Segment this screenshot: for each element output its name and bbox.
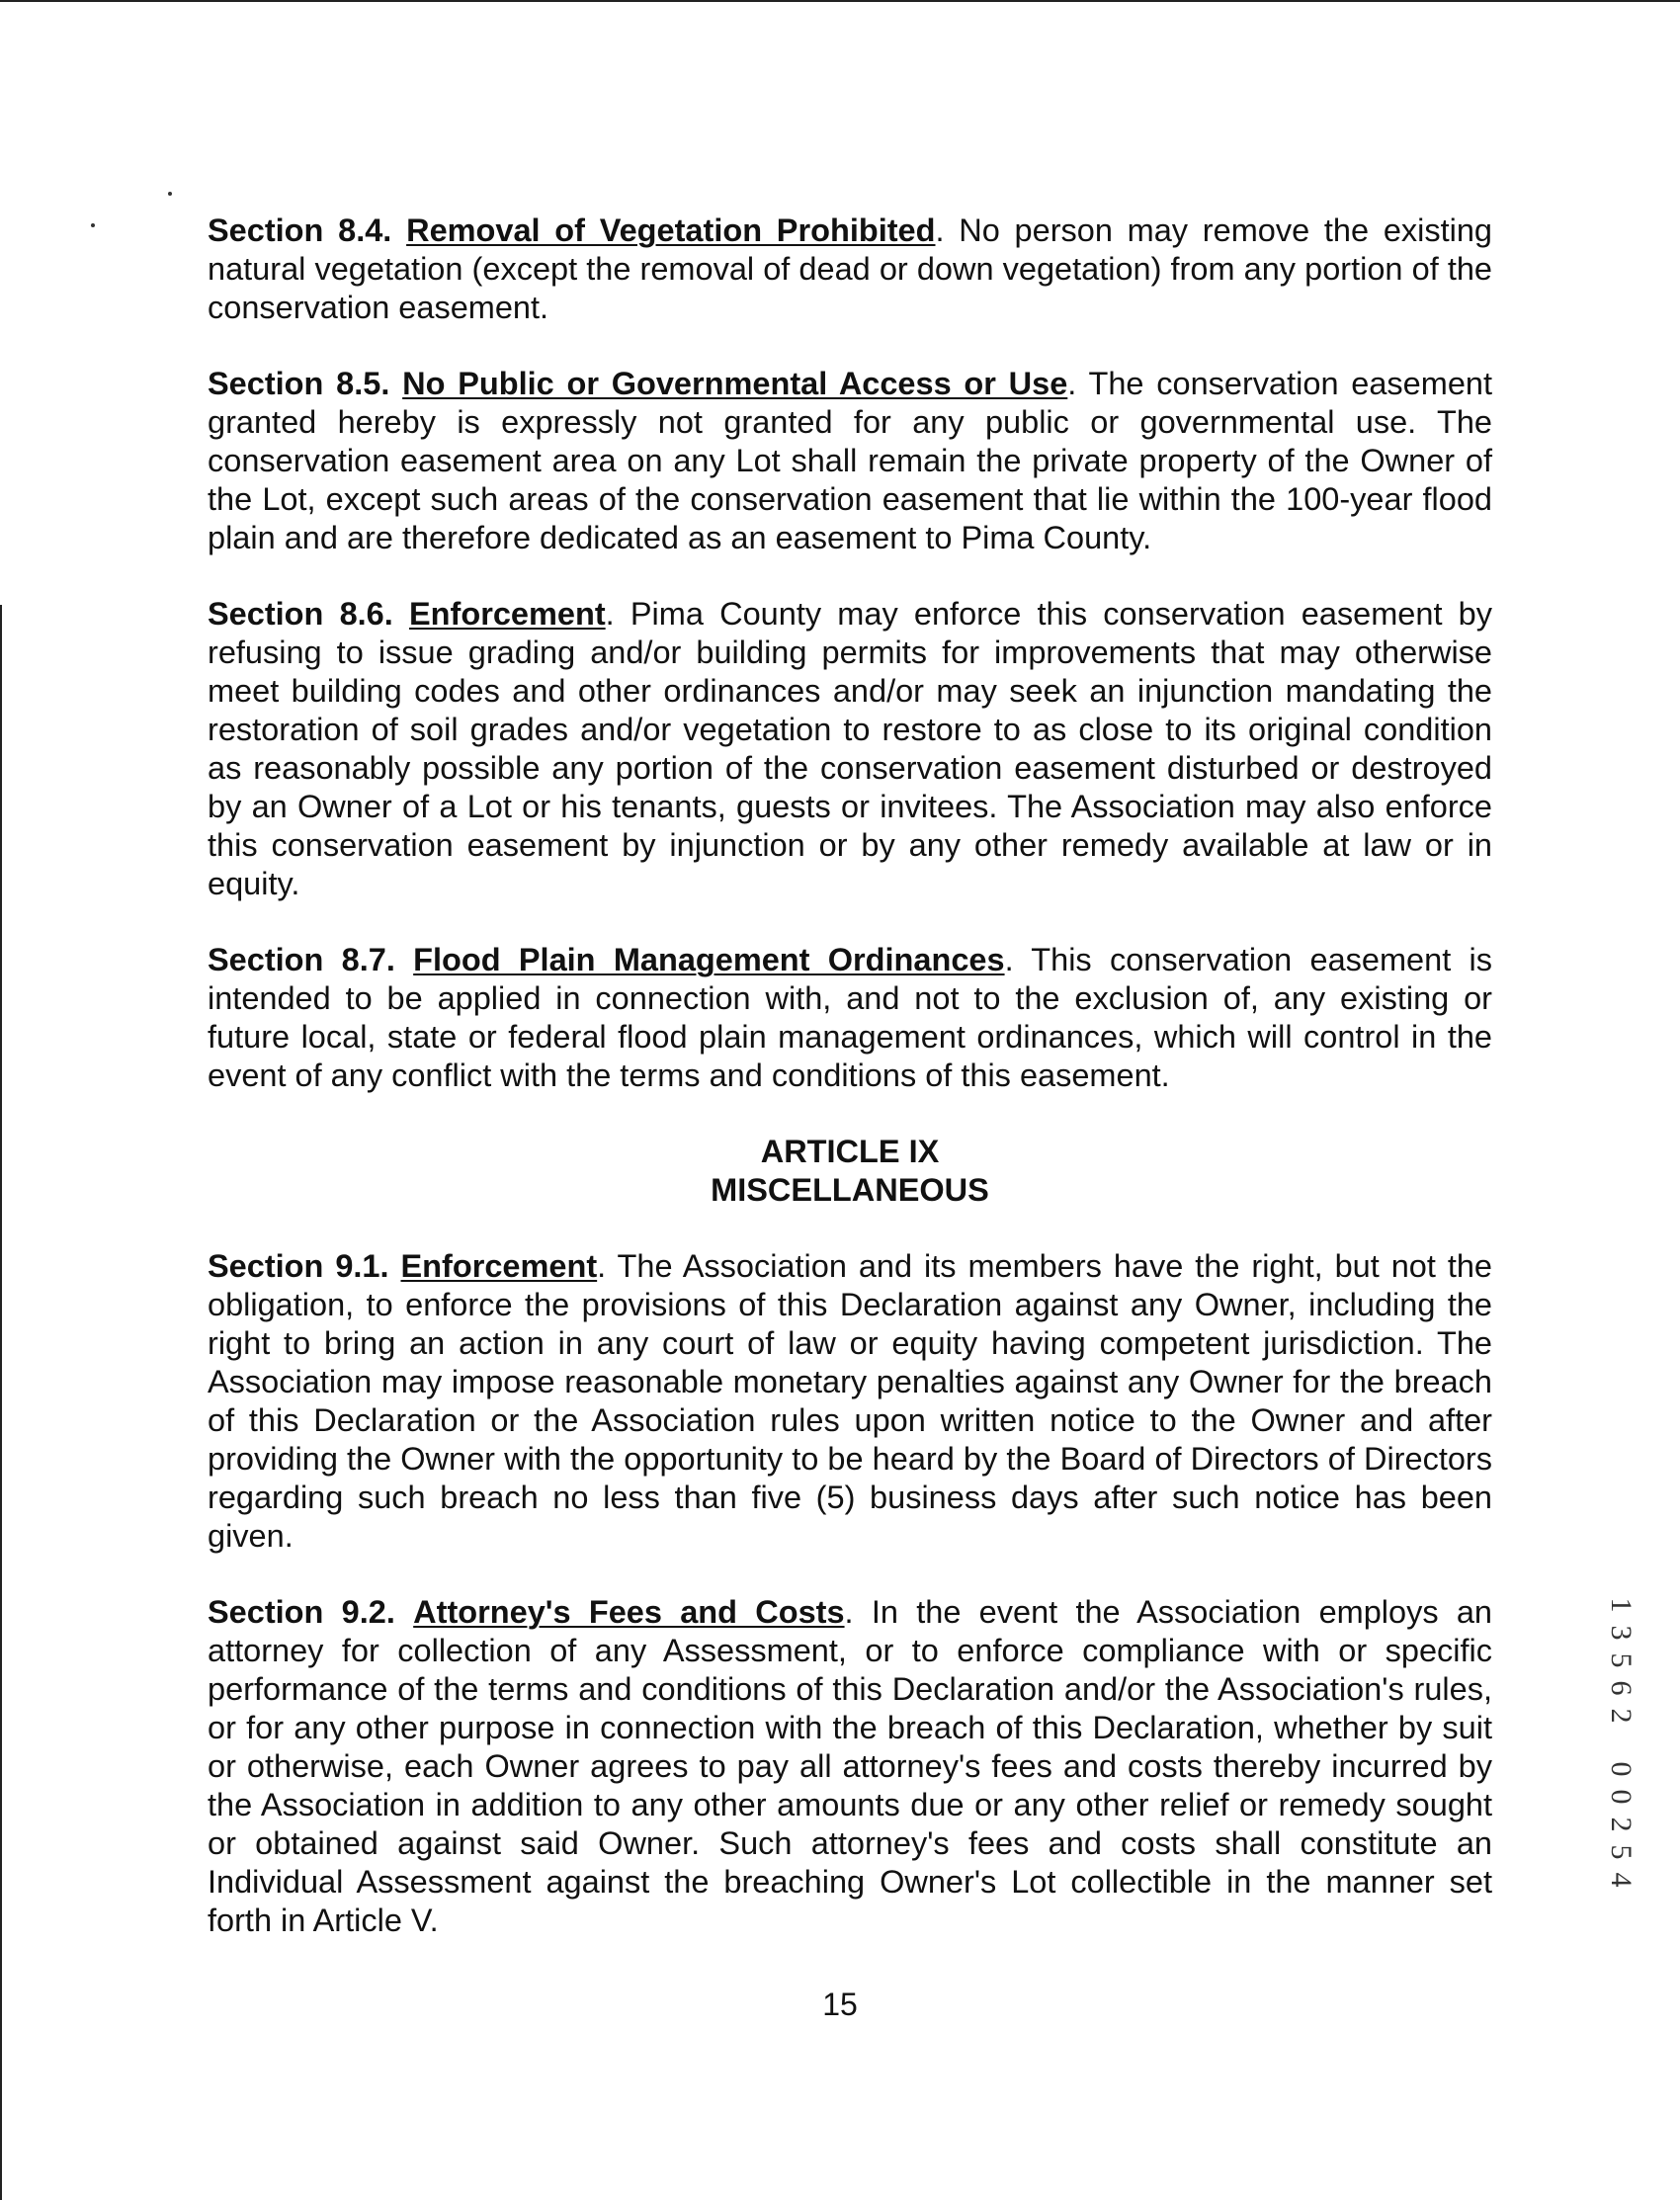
scan-border-top — [0, 0, 1680, 2]
scan-speck — [91, 223, 95, 227]
recording-id-digit: 5 — [1605, 1844, 1638, 1860]
recording-id-digit: 0 — [1605, 1789, 1638, 1805]
article-number: ARTICLE IX — [760, 1134, 940, 1169]
section-title: Enforcement — [400, 1248, 598, 1284]
section-title: Enforcement — [409, 596, 606, 632]
scan-border-left — [0, 605, 2, 2200]
section-number: Section 8.5. — [208, 366, 390, 401]
section-8-4 — [208, 212, 1492, 327]
section-text: . In the event the Association employs an attorney for collection of any Assessment, or to enforce compliance with or specific performance of the terms and conditions of this Declaration and/or the Association's rules, or for any other purpose in connection with the breach of this Declaration, whether by suit or otherwise, each Owner agrees to pay all attorney's fees and costs thereby incurred by the Association in addition to any other amounts due or any other relief or remedy sought or obtained against said Owner. Such attorney's fees and costs shall constitute an Individual Assessment against the breaching Owner's Lot collectible in the manner set forth in Article V. — [208, 1594, 1493, 1938]
recording-id-digit: 3 — [1605, 1625, 1638, 1641]
recording-id-digit: 0 — [1605, 1761, 1638, 1777]
recording-id-stamp — [1601, 1591, 1640, 1894]
section-text: . The Association and its members have the right, but not the obligation, to enforce the provisions of this Declaration against any Owner, including the right to bring an action in any court of law or equity having competent jurisdiction. The Association may impose reasonable monetary penalties against any Owner for the breach of this Declaration or the Association rules upon written notice to the Owner and after providing the Owner with the opportunity to be heard by the Board of Directors of Directors regarding such breach no less than five (5) business days after such notice has been given. — [208, 1248, 1493, 1554]
article-heading — [208, 1133, 1492, 1210]
section-title: Removal of Vegetation Prohibited — [406, 212, 936, 248]
section-9-1 — [208, 1247, 1492, 1556]
section-number: Section 8.7. — [208, 942, 395, 977]
section-title: Attorney's Fees and Costs — [413, 1594, 845, 1630]
scan-speck — [168, 192, 172, 196]
section-9-2 — [208, 1593, 1492, 1940]
page-number: 15 — [822, 1987, 858, 2022]
recording-id-digit: 4 — [1605, 1872, 1638, 1888]
article-title: MISCELLANEOUS — [711, 1172, 989, 1208]
recording-id-digit: 2 — [1605, 1817, 1638, 1832]
section-title: Flood Plain Management Ordinances — [413, 942, 1005, 977]
section-text: . This conservation easement is intended to be applied in connection with, and not to the exclusion of, any existing or future local, state or federal flood plain management ordinances, which will control in the event of any conflict with the terms and conditions of this easement. — [208, 942, 1492, 1093]
section-number: Section 9.2. — [208, 1594, 395, 1630]
section-text: . The conservation easement granted hereby is expressly not granted for any public or governmental use. The conservation easement area on any Lot shall remain the private property of the Owner of the Lot, except such areas of the conservation easement that lie within the 100-year flood plain and are therefore dedicated as an easement to Pima County. — [208, 366, 1493, 555]
section-number: Section 8.6. — [208, 596, 393, 632]
recording-id-digit: 1 — [1605, 1597, 1638, 1613]
section-8-7 — [208, 941, 1492, 1095]
section-8-5 — [208, 365, 1492, 557]
recording-id-digit: 6 — [1605, 1680, 1638, 1696]
section-text: . No person may remove the existing natural vegetation (except the removal of dead or down vegetation) from any portion of the conservation easement. — [208, 212, 1493, 325]
section-text: . Pima County may enforce this conservation easement by refusing to issue grading and/or building permits for improvements that may otherwise meet building codes and other ordinances and/or may seek an injunction mandating the restoration of soil grades and/or vegetation to restore to as close to its original condition as reasonably possible any portion of the conservation easement disturbed or destroyed by an Owner of a Lot or his tenants, guests or invitees. The Association may also enforce this conservation easement by injunction or by any other remedy available at law or in equity. — [208, 596, 1492, 901]
recording-id-digit: 2 — [1605, 1708, 1638, 1724]
document-body — [208, 212, 1492, 1978]
section-title: No Public or Governmental Access or Use — [402, 366, 1068, 401]
section-number: Section 9.1. — [208, 1248, 389, 1284]
section-number: Section 8.4. — [208, 212, 392, 248]
section-8-6 — [208, 595, 1492, 903]
recording-id-digit: 5 — [1605, 1652, 1638, 1668]
